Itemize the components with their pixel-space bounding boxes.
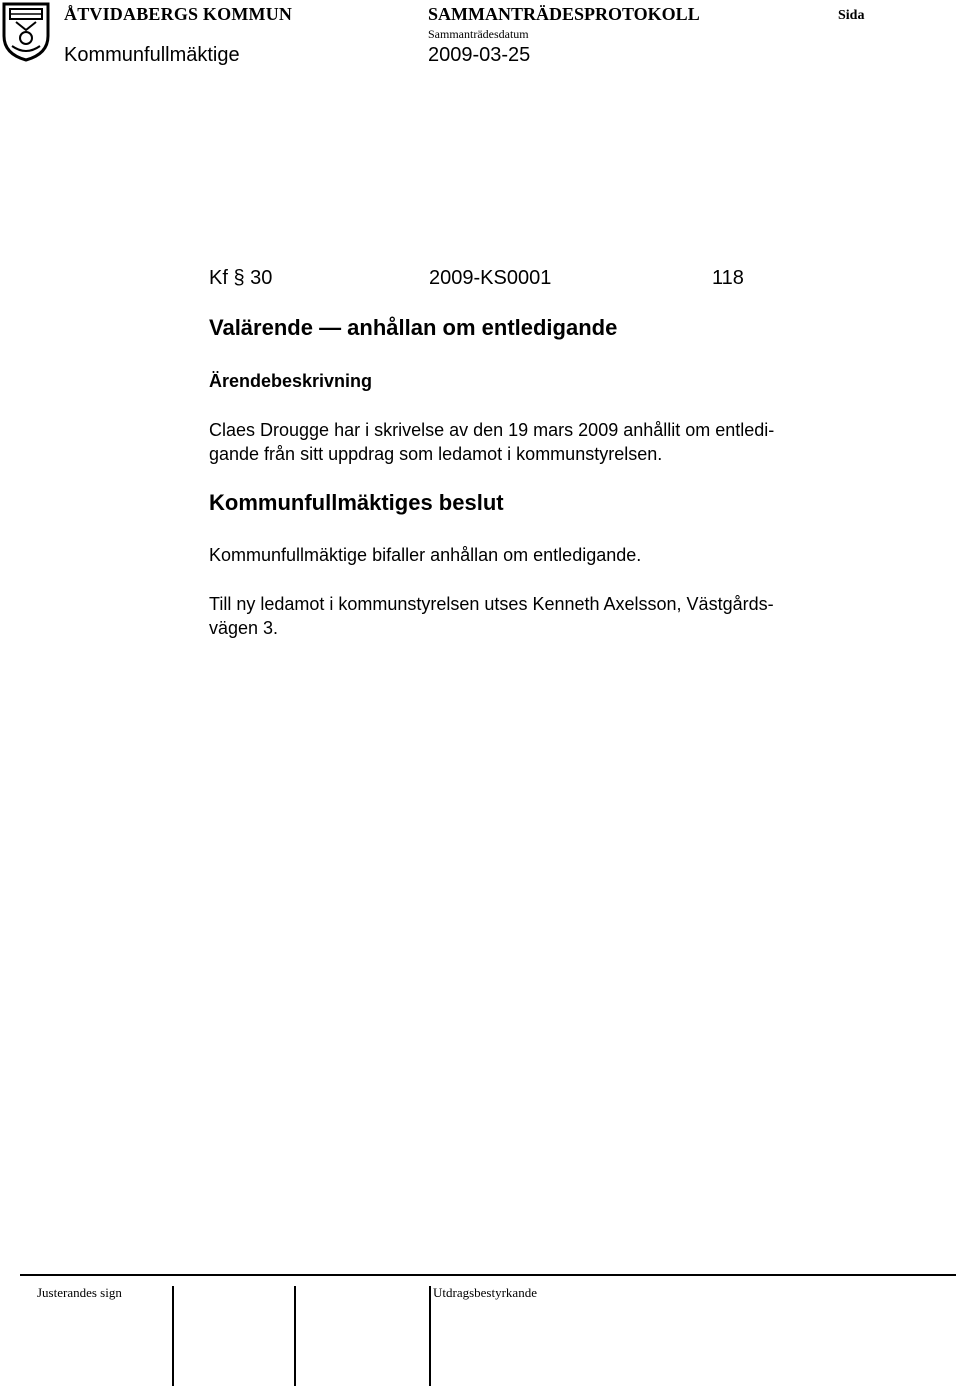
description-line-2: gande från sitt uppdrag som ledamot i kommunstyrelsen. [209, 444, 663, 464]
description-line-1: Claes Drougge har i skrivelse av den 19 mars 2009 anhållit om entledi- [209, 420, 775, 440]
meeting-date: 2009-03-25 [428, 44, 531, 66]
diarie-number: 2009-KS0001 [429, 267, 552, 289]
paragraph-number: Kf § 30 [209, 267, 273, 289]
decision-heading: Kommunfullmäktiges beslut [209, 490, 504, 515]
organization-name: ÅTVIDABERGS KOMMUN [64, 4, 293, 24]
footer-divider [20, 1274, 956, 1276]
justerandes-sign-label: Justerandes sign [37, 1285, 122, 1300]
document-type: SAMMANTRÄDESPROTOKOLL [428, 4, 700, 24]
decision-body-name: Kommunfullmäktige [64, 44, 240, 66]
decision-paragraph-2-line-2: vägen 3. [209, 618, 279, 638]
signature-divider [429, 1286, 431, 1386]
utdragsbestyrkande-label: Utdragsbestyrkande [433, 1285, 537, 1300]
signature-divider [172, 1286, 174, 1386]
decision-paragraph-2-line-1: Till ny ledamot i kommunstyrelsen utses Kenneth Axelsson, Västgårds- [209, 594, 774, 614]
decision-paragraph-1: Kommunfullmäktige bifaller anhållan om entledigande. [209, 545, 642, 565]
description-heading: Ärendebeskrivning [209, 371, 373, 391]
municipal-crest-logo [2, 2, 50, 62]
case-title: Valärende — anhållan om entledigande [209, 315, 618, 340]
page-label: Sida [838, 8, 865, 23]
meeting-date-label: Sammanträdesdatum [428, 27, 529, 41]
signature-divider [294, 1286, 296, 1386]
case-number: 118 [712, 267, 744, 289]
